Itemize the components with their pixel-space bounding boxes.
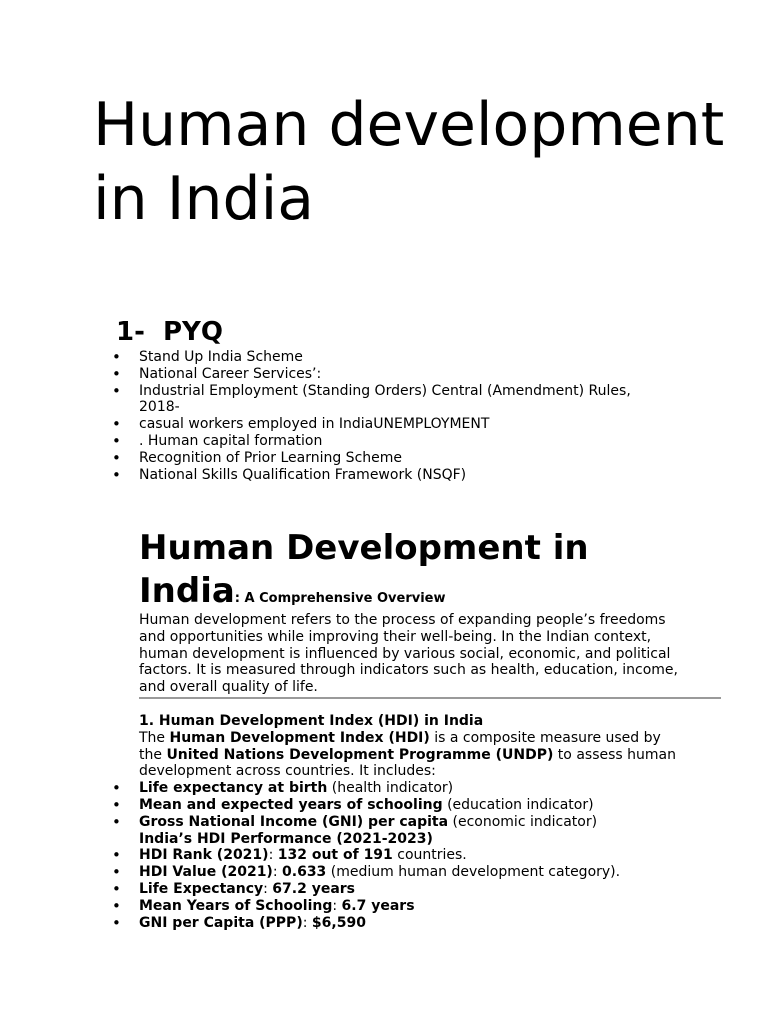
item-separator: : (263, 880, 273, 897)
list-item (112, 847, 684, 864)
hdi-para-bold: United Nations Development Programme (UNDP) (166, 746, 554, 763)
list-item (112, 780, 684, 797)
pyq-list (112, 349, 672, 483)
hdi-includes-list (112, 780, 684, 830)
section-heading-text: Human Development in India (139, 528, 589, 611)
item-label: Mean Years of Schooling (139, 897, 333, 914)
item-separator: : (268, 847, 278, 864)
list-item (112, 797, 684, 814)
list-item (112, 915, 684, 932)
list-item: • casual workers employed in IndiaUNEMPLOYMENT (112, 416, 672, 433)
item-value: 67.2 years (272, 880, 356, 897)
item-value: 6.7 years (341, 897, 415, 914)
list-item: • National Career Services’: (112, 366, 672, 383)
pyq-heading: 1- PYQ (116, 317, 223, 347)
list-item: • Industrial Employment (Standing Orders) Central (Amendment) Rules, 2018- (112, 383, 672, 417)
performance-heading: India’s HDI Performance (2021-2023) (139, 830, 433, 847)
hdi-para-text: is a composite measure used by the (139, 729, 661, 763)
hdi-heading: 1. Human Development Index (HDI) in India (139, 713, 484, 729)
item-value: 132 out of 191 (277, 847, 393, 864)
item-text: (medium human development category). (326, 864, 621, 881)
hdi-para-text: The (139, 729, 170, 746)
item-value: $6,590 (311, 914, 366, 931)
list-item: • . Human capital formation (112, 433, 672, 450)
item-label: GNI per Capita (PPP) (139, 914, 303, 931)
intro-paragraph: Human development refers to the process of expanding people’s freedoms and opportunities while improving their well-being. In the Indian context, human development is influenced by various social, economic, and political factors. It is measured through indicators such as health, education, income, and overall quality of life. (139, 612, 678, 696)
item-label: Mean and expected years of schooling (139, 796, 443, 813)
section-heading (139, 527, 699, 620)
list-item: • Recognition of Prior Learning Scheme (112, 450, 672, 467)
item-label: Gross National Income (GNI) per capita (139, 813, 449, 830)
item-separator: : (332, 897, 342, 914)
horizontal-rule (139, 697, 721, 699)
hdi-section (139, 713, 684, 931)
item-text: countries. (392, 847, 467, 864)
list-item: • National Skills Qualification Framework (NSQF) (112, 467, 672, 484)
item-label: Life expectancy at birth (139, 780, 328, 797)
item-value: 0.633 (282, 864, 327, 881)
hdi-para-bold: Human Development Index (HDI) (169, 729, 430, 746)
list-item (112, 814, 684, 831)
item-text: (health indicator) (327, 780, 454, 797)
item-label: HDI Rank (2021) (139, 847, 269, 864)
item-label: HDI Value (2021) (139, 864, 273, 881)
item-separator: : (302, 914, 312, 931)
item-separator: : (272, 864, 283, 881)
item-text: (education indicator) (442, 796, 594, 813)
hdi-performance-list (112, 847, 684, 931)
hdi-paragraph (139, 730, 684, 780)
list-item (112, 881, 684, 898)
document-title: Human development in India (93, 90, 725, 234)
item-text: (economic indicator) (448, 813, 598, 830)
list-item: • Stand Up India Scheme (112, 349, 672, 366)
list-item (112, 864, 684, 881)
item-label: Life Expectancy (139, 880, 264, 897)
section-subtitle: : A Comprehensive Overview (234, 591, 446, 606)
hdi-para-text: to assess human development across countries. It includes: (139, 746, 676, 780)
list-item (112, 898, 684, 915)
